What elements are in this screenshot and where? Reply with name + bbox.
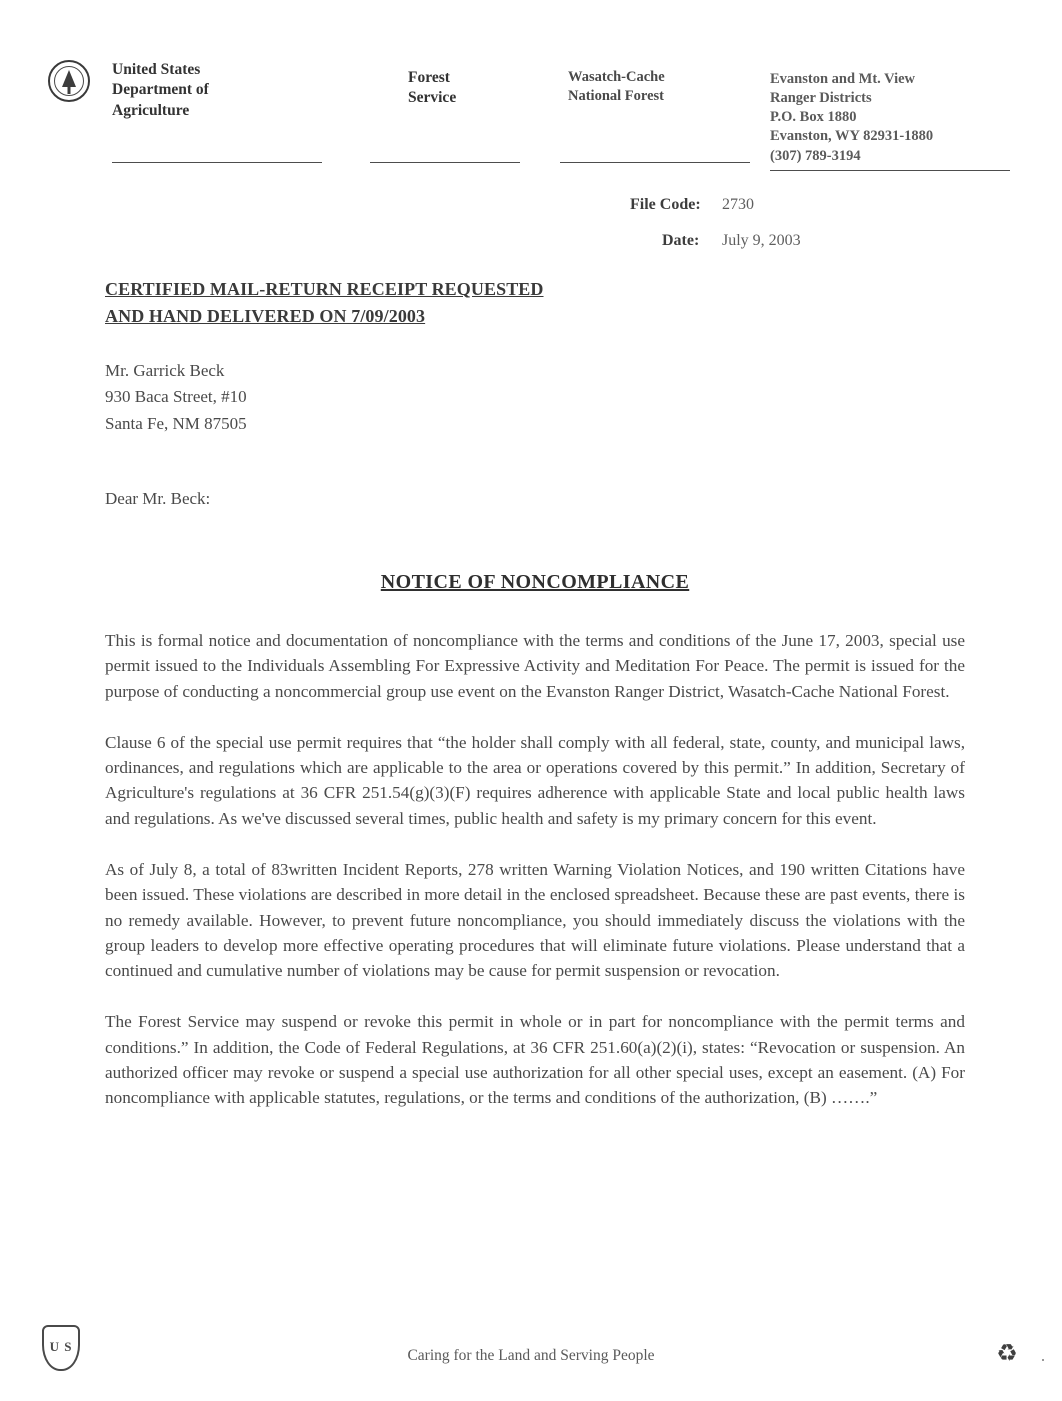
paragraph-3: As of July 8, a total of 83written Incident Reports, 278 written Warning Violation Notices, and 190 written Citations have been issued. These violations are described in more detail in the enclosed spreadsheet. Because these are past events, there is no remedy available. However, to prevent future noncompliance, you should immediately discuss the violations with the group leaders to develop more effective operating procedures that will eliminate future violations. Please understand that a continued and cumulative number of violations may be cause for permit suspension or revocation. [105, 860, 965, 981]
letterhead-district-phone: (307) 789-3194 [770, 147, 861, 164]
letterhead-agency [112, 60, 287, 121]
letterhead-agency-line-2: Department of [112, 81, 209, 99]
file-code-label: File Code: [630, 196, 701, 213]
date-label: Date: [662, 232, 700, 249]
letterhead-forest-line-1: Wasatch-Cache [568, 69, 665, 85]
letterhead-district-line-1: Evanston and Mt. View [770, 71, 916, 87]
paragraph-2: Clause 6 of the special use permit requires that “the holder shall comply with all federal, state, county, and municipal laws, ordinances, and regulations which are applicable to the area or operations covered by this permit.” In addition, Secretary of Agriculture's regulations at 36 CFR 251.54(g)(3)(F) requires adherence with applicable State and local public health laws and regulations. As we've discussed several times, public health and safety is my primary concern for this event. [105, 732, 965, 828]
paragraph-4: The Forest Service may suspend or revoke this permit in whole or in part for noncompliance with the permit terms and conditions.” In addition, the Code of Federal Regulations, at 36 CFR 251.60(a)(2)(i), states: “Revocation or suspension. An authorized officer may revoke or suspend a special use authorization for all other special uses, except an easement. (A) For noncompliance with applicable statutes, regulations, or the terms and conditions of the authorization, (B) …….” [105, 1012, 965, 1108]
letterhead-district-line-4: Evanston, WY 82931-1880 [770, 128, 934, 145]
file-code-value: 2730 [722, 196, 754, 213]
paragraph-1: This is formal notice and documentation of noncompliance with the terms and conditions of the June 17, 2003, special use permit issued to the Individuals Assembling For Expressive Activity and Meditation For Peace. The permit is issued for the purpose of conducting a noncommercial group use event on the Evanston Ranger District, Wasatch-Cache National Forest. [105, 631, 965, 701]
addressee-name: Mr. Garrick Beck [105, 361, 225, 380]
letterhead [40, 52, 1022, 172]
footer-tagline: Caring for the Land and Serving People [407, 1347, 655, 1364]
hand-delivered-line: AND HAND DELIVERED ON 7/09/2003 [105, 306, 426, 326]
page-title: NOTICE OF NONCOMPLIANCE [380, 571, 690, 594]
file-code-row [0, 196, 1062, 224]
document-footer [0, 1309, 1062, 1379]
letter-body [105, 276, 965, 1128]
letterhead-service-line-1: Forest [408, 69, 450, 86]
corner-mark [1042, 1359, 1044, 1361]
letterhead-district-line-3: P.O. Box 1880 [770, 109, 857, 126]
usda-seal-icon [48, 60, 90, 102]
letterhead-service [408, 68, 558, 109]
addressee-block [105, 358, 965, 437]
recycle-icon: ♻ [996, 1341, 1018, 1367]
addressee-city-state-zip: Santa Fe, NM 87505 [105, 413, 247, 433]
letterhead-forest-line-2: National Forest [568, 88, 664, 105]
salutation: Dear Mr. Beck: [105, 489, 211, 509]
date-row [0, 232, 1062, 260]
delivery-method [105, 276, 965, 330]
addressee-street: 930 Baca Street, #10 [105, 387, 247, 407]
letterhead-agency-line-3: Agriculture [112, 101, 190, 119]
certified-mail-line: CERTIFIED MAIL-RETURN RECEIPT REQUESTED [105, 279, 544, 299]
letterhead-rules [40, 162, 1022, 166]
letterhead-service-line-2: Service [408, 89, 457, 107]
letterhead-district-address [770, 70, 1030, 166]
shield-label: U S [49, 1339, 73, 1354]
letterhead-district-line-2: Ranger Districts [770, 90, 872, 107]
document-meta [0, 196, 1062, 252]
letterhead-forest [568, 68, 768, 106]
letterhead-agency-line-1: United States [112, 61, 201, 78]
date-value: July 9, 2003 [722, 232, 801, 249]
